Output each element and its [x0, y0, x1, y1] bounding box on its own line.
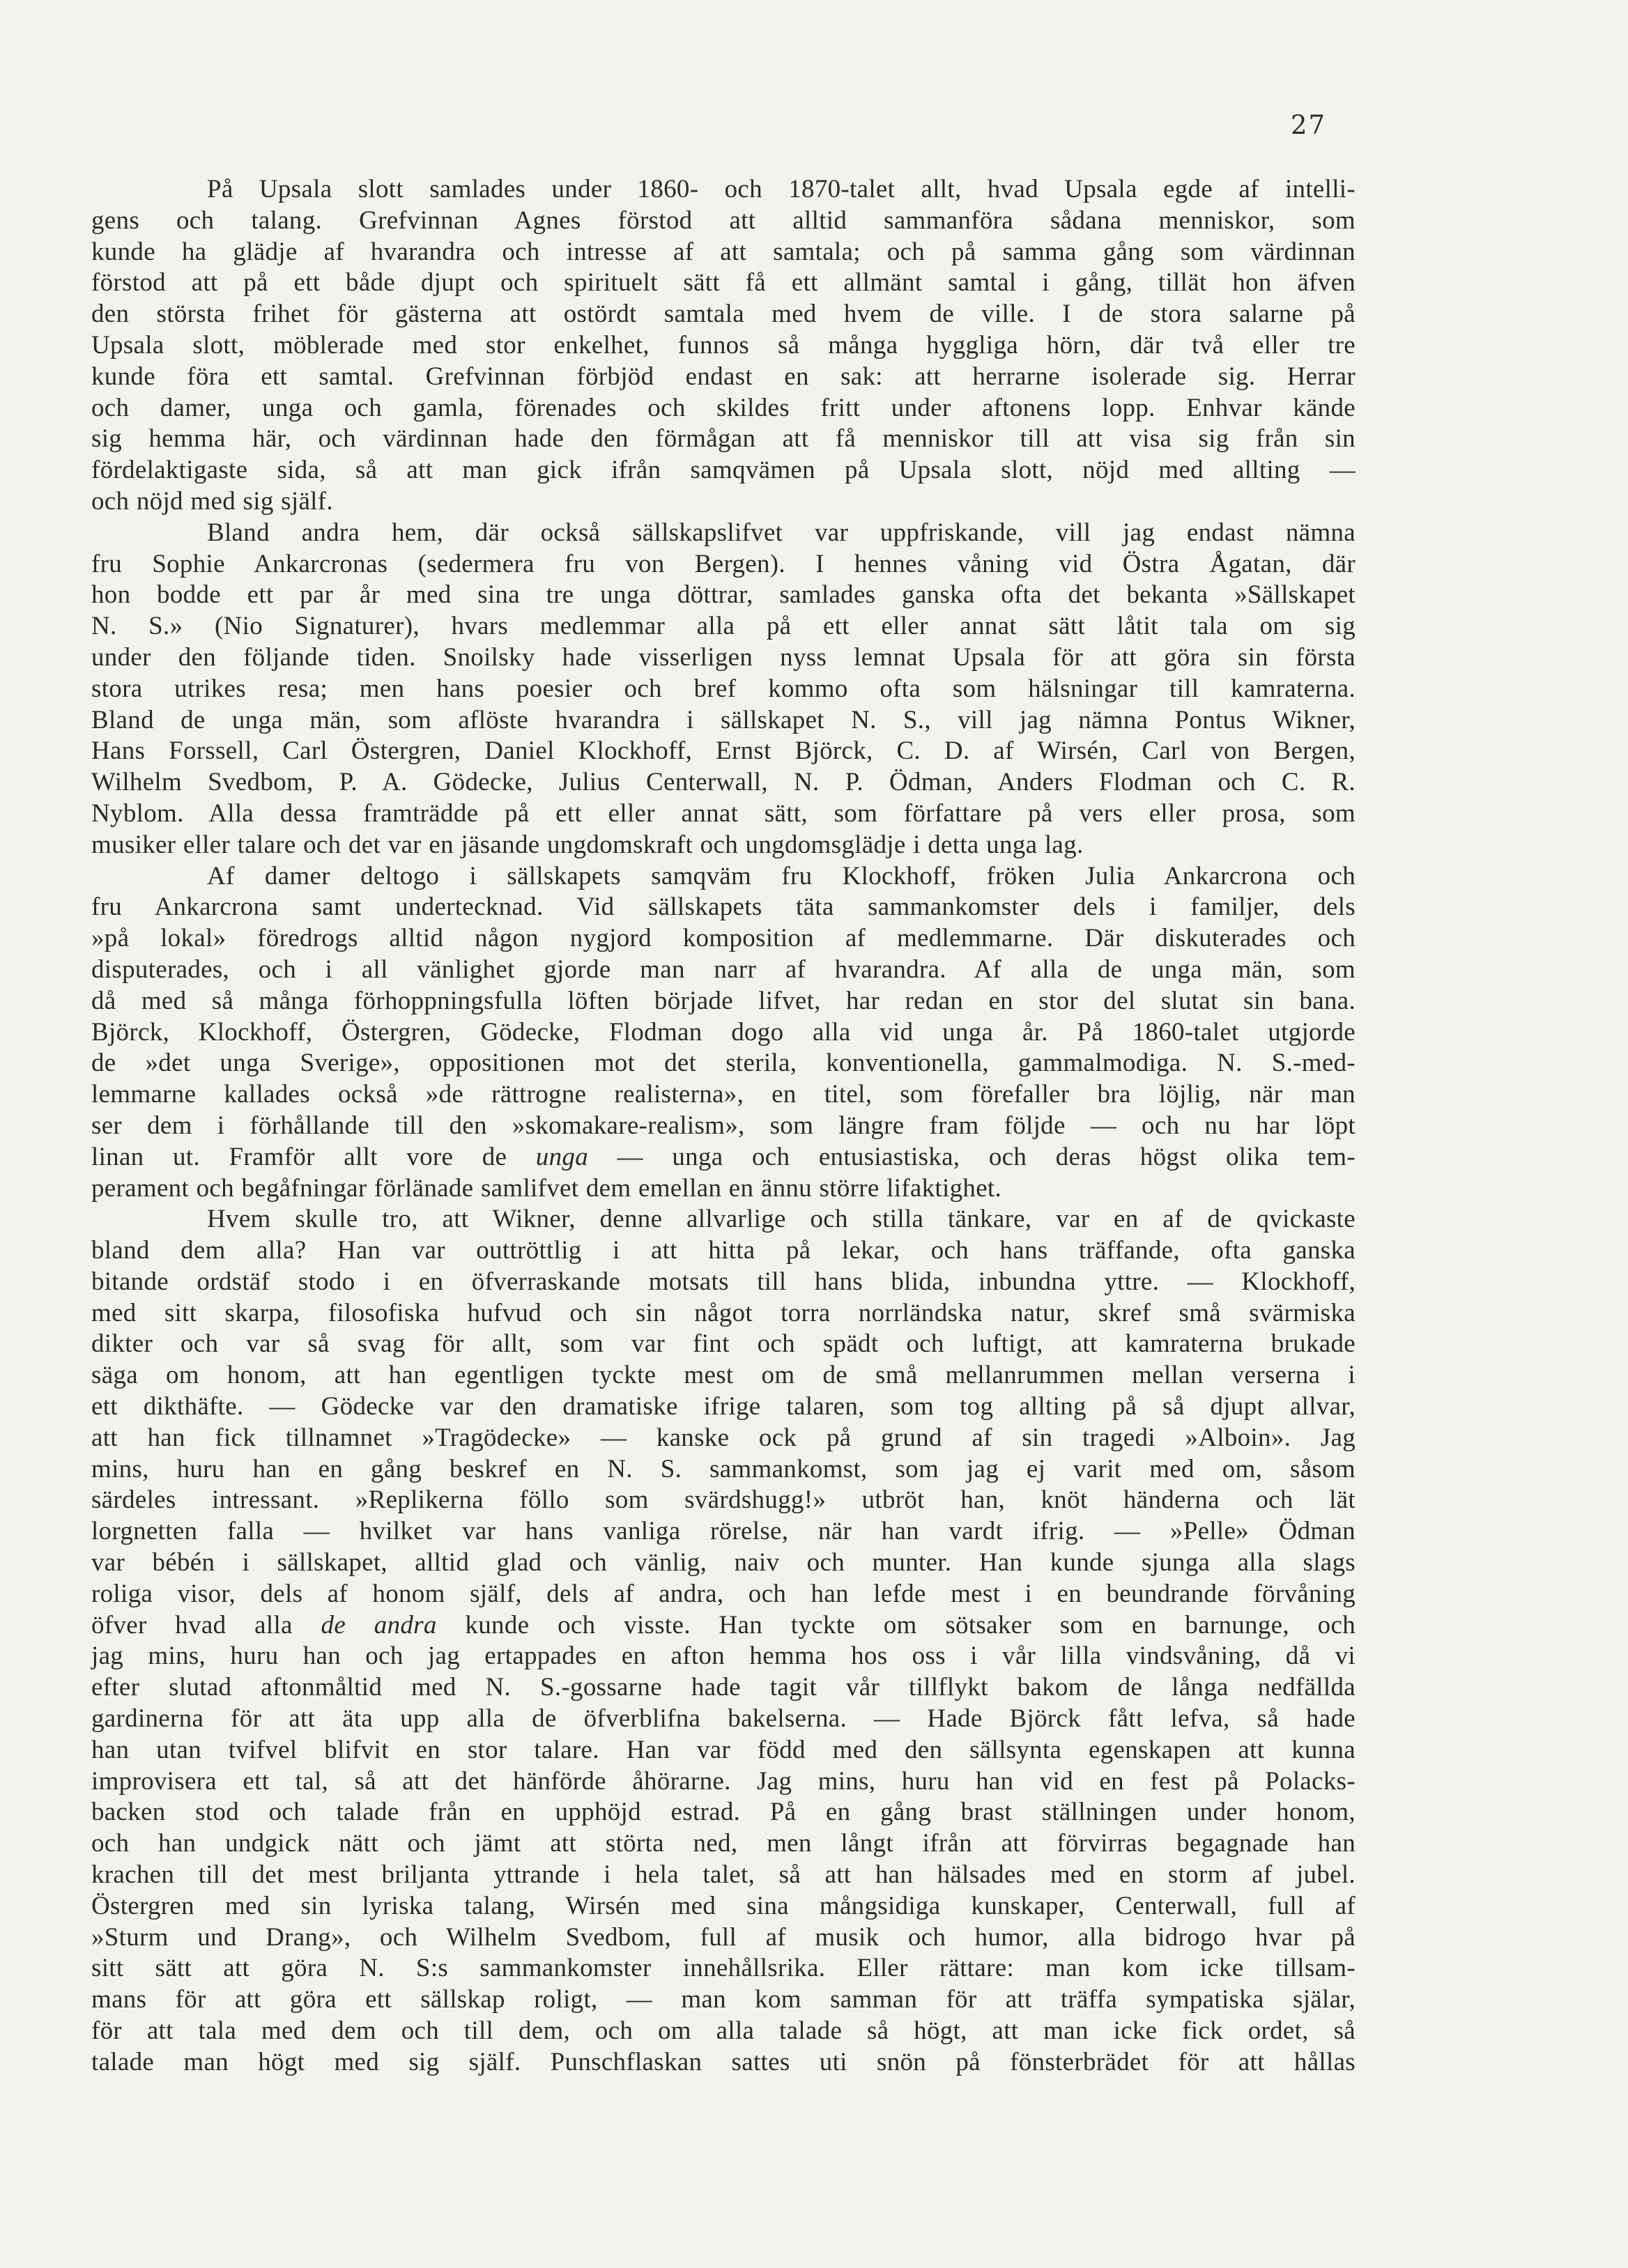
text-line-content: och damer, unga och gamla, förenades och skildes fritt under aftonens lopp. Enhvar kände — [91, 393, 1356, 422]
text-line — [91, 1048, 1356, 1079]
text-line-content: »Sturm und Drang», och Wilhelm Svedbom, full af musik och humor, alla bidrogo hvar på — [91, 1922, 1356, 1952]
text-line — [91, 955, 1356, 986]
text-line-content: kunde ha glädje af hvarandra och intresse af att samtala; och på samma gång som värdinnan — [91, 237, 1356, 266]
text-line-content: ser dem i förhållande till den »skomakare-realism», som längre fram följde — och nu har löpt — [91, 1111, 1356, 1140]
text-line-content: lorgnetten falla — hvilket var hans vanliga rörelse, när han vardt ifrig. — »Pelle» Ödman — [91, 1517, 1356, 1546]
text-line-content: Bland de unga män, som aflöste hvarandra i sällskapet N. S., vill jag nämna Pontus Wikner, — [91, 705, 1356, 734]
text-line-content: särdeles intressant. »Replikerna föllo som svärdshugg!» utbröt han, knöt händerna och lät — [91, 1486, 1356, 1515]
text-line-content: Bland andra hem, där också sällskapslifvet var uppfriskande, vill jag endast nämna — [207, 518, 1356, 547]
italic-word: unga — [535, 1142, 588, 1171]
text-line — [91, 1079, 1356, 1111]
text-line — [91, 1329, 1356, 1360]
text-line — [91, 549, 1356, 580]
text-line-content: mans för att göra ett sällskap roligt, — man kom samman för att träffa sympatiska själar, — [91, 1985, 1356, 2014]
text-line-content: backen stod och talade från en upphöjd estrad. På en gång brast ställningen under honom, — [91, 1798, 1356, 1827]
text-line-content: N. S.» (Nio Signaturer), hvars medlemmar alla på ett eller annat sätt låtit tala om sig — [91, 612, 1356, 641]
text-line-content: hon bodde ett par år med sina tre unga döttrar, samlades ganska ofta det bekanta »Sällskapet — [91, 580, 1356, 610]
text-line — [91, 362, 1356, 393]
text-line — [91, 518, 1356, 549]
text-line-content: den största frihet för gästerna att ostördt samtala med hvem de ville. I de stora salarne på — [91, 300, 1356, 329]
text-line-content: de »det unga Sverige», oppositionen mot det sterila, konventionella, gammalmodiga. N. S.-med- — [91, 1049, 1356, 1078]
text-line — [91, 1298, 1356, 1329]
text-line-content: med sitt skarpa, filosofiska hufvud och sin något torra norrländska natur, skref små svärmiska — [91, 1298, 1356, 1327]
text-line-content: Upsala slott, möblerade med stor enkelhet, funnos så många hyggliga hörn, där två eller tre — [91, 330, 1356, 360]
text-line — [91, 1267, 1356, 1298]
text-line — [91, 611, 1356, 642]
text-line — [91, 1548, 1356, 1579]
text-line-content: talade man högt med sig själf. Punschflaskan sattes uti snön på fönsterbrädet för att hållas — [91, 2047, 1356, 2076]
text-line-content: musiker eller talare och det var en jäsande ungdomskraft och ungdomsglädje i detta unga lag. — [91, 830, 1084, 859]
text-line-content: — unga och entusiastiska, och deras högst olika tem- — [588, 1142, 1356, 1171]
text-line — [91, 1860, 1356, 1891]
text-line-content: under den följande tiden. Snoilsky hade visserligen nyss lemnat Upsala för att göra sin första — [91, 642, 1356, 672]
text-line — [91, 237, 1356, 268]
text-line-content: lemmarne kallades också »de rättrogne realisterna», en titel, som förefaller bra löjlig, när man — [91, 1080, 1356, 1109]
text-line — [91, 1360, 1356, 1391]
text-line-content: förstod att på ett både djupt och spirituelt sätt få ett allmänt samtal i gång, tillät hon äfven — [91, 268, 1356, 298]
text-line-content: efter slutad aftonmåltid med N. S.-gossarne hade tagit vår tillflykt bakom de långa nedfällda — [91, 1673, 1356, 1702]
text-line-content: gens och talang. Grefvinnan Agnes förstod att alltid sammanföra sådana menniskor, som — [91, 206, 1356, 235]
text-line — [91, 424, 1356, 455]
text-line — [91, 767, 1356, 799]
text-line — [91, 1017, 1356, 1049]
text-line-content: och nöjd med sig själf. — [91, 486, 333, 516]
text-line — [91, 174, 1356, 206]
text-line-content: På Upsala slott samlades under 1860- och 1870-talet allt, hvad Upsala egde af intelli- — [207, 175, 1356, 203]
text-line — [91, 2016, 1356, 2047]
text-line — [91, 1797, 1356, 1828]
text-line-content: kunde och visste. Han tyckte om sötsaker som en barnunge, och — [436, 1610, 1356, 1640]
text-line-content: sitt sätt att göra N. S:s sammankomster innehållsrika. Eller rättare: man kom icke tillsam- — [91, 1954, 1356, 1983]
text-line-content: bitande ordstäf stodo i en öfverraskande motsats till hans blida, inbundna yttre. — Klockhoff, — [91, 1267, 1356, 1296]
text-line-content: fru Sophie Ankarcronas (sedermera fru von Bergen). I hennes våning vid Östra Ågatan, där — [91, 549, 1356, 578]
text-line-content: att han fick tillnamnet »Tragödecke» — kanske ock på grund af sin tragedi »Alboin». Jag — [91, 1423, 1356, 1452]
text-line — [91, 674, 1356, 705]
text-line — [91, 1828, 1356, 1860]
text-line-content: Östergren med sin lyriska talang, Wirsén med sina mångsidiga kunskaper, Centerwall, full af — [91, 1891, 1356, 1920]
body-text — [91, 174, 1356, 2078]
text-line-content: Wilhelm Svedbom, P. A. Gödecke, Julius Centerwall, N. P. Ödman, Anders Flodman och C. R. — [91, 768, 1356, 797]
text-line — [91, 1391, 1356, 1423]
text-line — [91, 393, 1356, 424]
text-line — [91, 1953, 1356, 1984]
text-line — [91, 2047, 1356, 2078]
text-line — [91, 1641, 1356, 1672]
text-line-content: Hans Forssell, Carl Östergren, Daniel Klockhoff, Ernst Björck, C. D. af Wirsén, Carl von Bergen, — [91, 736, 1356, 766]
text-line — [91, 1454, 1356, 1486]
text-line-content: kunde föra ett samtal. Grefvinnan förbjöd endast en sak: att herrarne isolerade sig. Herrar — [91, 362, 1356, 391]
text-line — [91, 986, 1356, 1017]
text-line-content: och han undgick nätt och jämt att störta ned, men långt ifrån att förvirras begagnade han — [91, 1829, 1356, 1858]
text-line-content: han utan tvifvel blifvit en stor talare. Han var född med den sällsynta egenskapen att kunna — [91, 1735, 1356, 1764]
text-line-content: Nyblom. Alla dessa framträdde på ett eller annat sätt, som författare på vers eller prosa, som — [91, 799, 1356, 828]
text-line — [91, 892, 1356, 923]
text-line-content: bland dem alla? Han var outtröttlig i att hitta på lekar, och hans träffande, ofta ganska — [91, 1236, 1356, 1265]
text-line — [91, 861, 1356, 893]
text-line-content: Björck, Klockhoff, Östergren, Gödecke, Flodman dogo alla vid unga år. På 1860-talet utgjorde — [91, 1017, 1356, 1047]
text-line-content: jag mins, huru han och jag ertappades en afton hemma hos oss i vår lilla vindsvåning, då vi — [91, 1642, 1356, 1671]
text-line — [91, 1922, 1356, 1954]
text-line — [91, 486, 1356, 518]
text-line-content: stora utrikes resa; men hans poesier och bref kommo ofta som hälsningar till kamraterna. — [91, 674, 1356, 703]
text-line — [91, 299, 1356, 330]
text-line — [91, 830, 1356, 861]
text-line-content: för att tala med dem och till dem, och om alla talade så högt, att man icke fick ordet, så — [91, 2016, 1356, 2046]
text-line — [91, 206, 1356, 237]
text-line-content: Hvem skulle tro, att Wikner, denne allvarlige och stilla tänkare, var en af de qvickaste — [207, 1205, 1356, 1234]
text-line-content: gardinerna för att äta upp alla de öfverblifna bakelserna. — Hade Björck fått lefva, så hade — [91, 1704, 1356, 1734]
text-line — [91, 1204, 1356, 1235]
text-line — [91, 1142, 1356, 1173]
text-line — [91, 1111, 1356, 1142]
text-line-content: sig hemma här, och värdinnan hade den förmågan att få menniskor till att visa sig från sin — [91, 424, 1356, 454]
text-line-content: perament och begåfningar förlänade samlifvet dem emellan en ännu större lifaktighet. — [91, 1173, 1002, 1203]
text-line — [91, 1423, 1356, 1454]
text-line-content: fördelaktigaste sida, så att man gick ifrån samqvämen på Upsala slott, nöjd med allting — — [91, 456, 1356, 485]
text-line-content: mins, huru han en gång beskref en N. S. sammankomst, som jag ej varit med om, såsom — [91, 1454, 1356, 1483]
text-line — [91, 1704, 1356, 1735]
text-line-content: krachen till det mest briljanta yttrande i hela talet, så att han hälsades med en storm af jubel. — [91, 1860, 1356, 1890]
text-line-content: improvisera ett tal, så att det hänförde åhörarne. Jag mins, huru han vid en fest på Polacks- — [91, 1766, 1356, 1796]
text-line — [91, 1610, 1356, 1642]
text-line-content: fru Ankarcrona samt undertecknad. Vid sällskapets täta sammankomster dels i familjer, dels — [91, 893, 1356, 922]
text-line-content: säga om honom, att han egentligen tyckte mest om de små mellanrummen mellan verserna i — [91, 1361, 1356, 1390]
text-line-content: öfver hvad alla — [91, 1610, 321, 1640]
text-line — [91, 580, 1356, 611]
text-line — [91, 1485, 1356, 1516]
text-line — [91, 1173, 1356, 1205]
text-line-content: ett dikthäfte. — Gödecke var den dramatiske ifrige talaren, som tog allting på så djupt allvar, — [91, 1392, 1356, 1421]
text-line — [91, 1735, 1356, 1766]
text-line-content: dikter och var så svag för allt, som var fint och spädt och luftigt, att kamraterna brukade — [91, 1329, 1356, 1359]
text-line-content: disputerades, och i all vänlighet gjorde man narr af hvarandra. Af alla de unga män, som — [91, 955, 1356, 984]
text-line-content: roliga visor, dels af honom själf, dels af andra, och han lefde mest i en beundrande förvåning — [91, 1579, 1356, 1608]
text-line — [91, 455, 1356, 486]
text-line-content: då med så många förhoppningsfulla löften började lifvet, har redan en stor del slutat sin bana. — [91, 986, 1356, 1015]
text-line-content: »på lokal» föredrogs alltid någon nygjord komposition af medlemmarne. Där diskuterades och — [91, 924, 1356, 953]
text-line — [91, 1579, 1356, 1610]
page-number: 27 — [1291, 110, 1327, 140]
text-line — [91, 799, 1356, 830]
text-line — [91, 1516, 1356, 1548]
text-line — [91, 330, 1356, 362]
text-line-content: linan ut. Framför allt vore de — [91, 1142, 536, 1171]
text-line — [91, 1984, 1356, 2016]
text-line — [91, 1766, 1356, 1798]
text-line — [91, 642, 1356, 674]
text-line — [91, 268, 1356, 299]
text-line — [91, 923, 1356, 955]
italic-word: de andra — [321, 1610, 437, 1640]
text-line — [91, 705, 1356, 736]
text-line — [91, 736, 1356, 767]
text-line-content: var bébén i sällskapet, alltid glad och vänlig, naiv och munter. Han kunde sjunga alla slags — [91, 1548, 1356, 1577]
text-line — [91, 1672, 1356, 1704]
text-line — [91, 1891, 1356, 1922]
text-line-content: Af damer deltogo i sällskapets samqväm fru Klockhoff, fröken Julia Ankarcrona och — [207, 861, 1356, 890]
text-line — [91, 1235, 1356, 1267]
